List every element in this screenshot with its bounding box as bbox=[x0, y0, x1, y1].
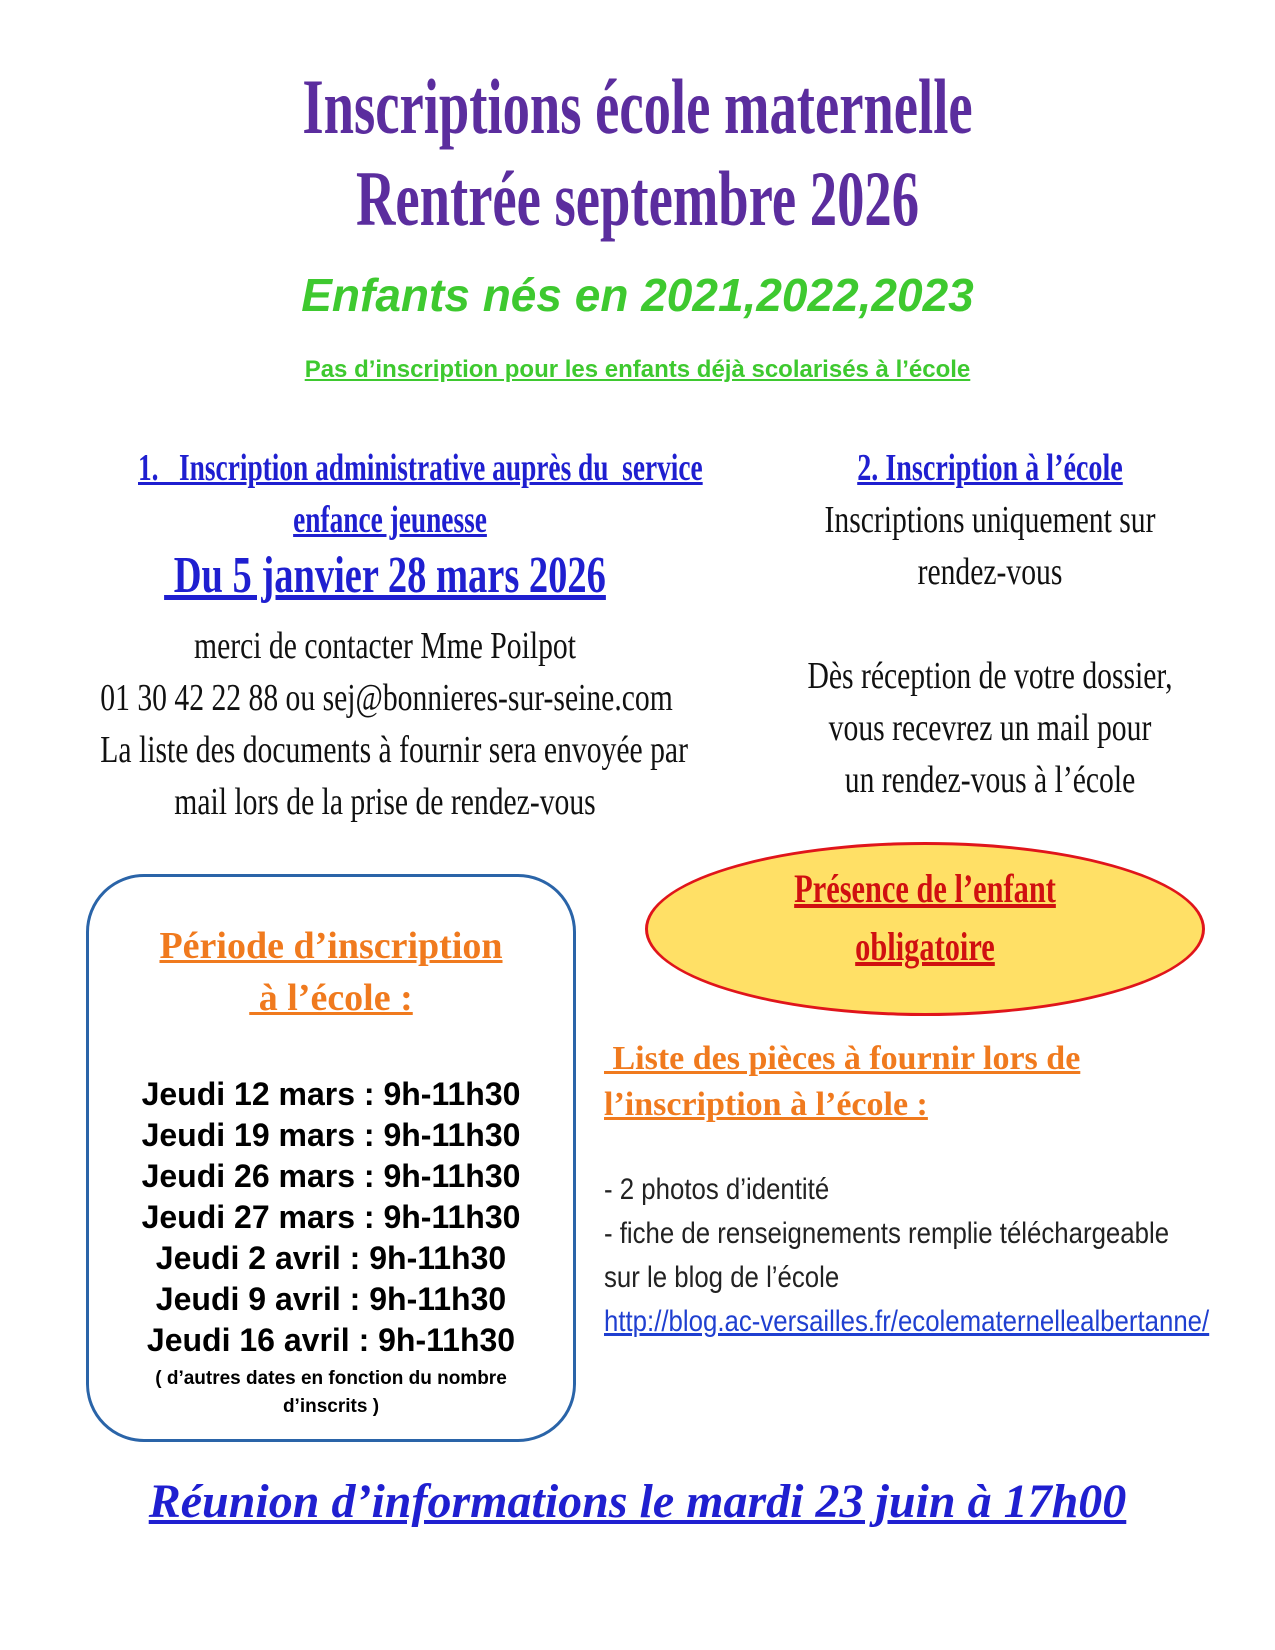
list-item: - fiche de renseignements remplie téléchargeable bbox=[604, 1217, 1170, 1250]
schedule-item: Jeudi 2 avril : 9h-11h30 bbox=[155, 1240, 507, 1276]
schedule-item: Jeudi 9 avril : 9h-11h30 bbox=[155, 1281, 507, 1317]
admin-heading-line-1: 1. Inscription administrative auprès du service bbox=[137, 447, 703, 489]
spacer-line bbox=[779, 598, 1200, 650]
school-registration-heading: 2. Inscription à l’école bbox=[857, 447, 1123, 489]
presence-line-2: obligatoire bbox=[855, 924, 995, 969]
schedule-item: Jeudi 12 mars : 9h-11h30 bbox=[141, 1076, 521, 1112]
title-line-2: Rentrée septembre 2026 bbox=[355, 155, 920, 242]
other-dates-note bbox=[96, 1365, 566, 1421]
list-item: sur le blog de l’école bbox=[604, 1261, 840, 1294]
reception-line-2: vous recevrez un mail pour bbox=[828, 707, 1152, 749]
registration-period-title bbox=[86, 920, 576, 1024]
phone-email-line: 01 30 42 22 88 ou sej@bonnieres-sur-seine.com bbox=[100, 677, 673, 719]
other-dates-note-line-2: d’inscrits ) bbox=[282, 1396, 380, 1417]
appointment-line-2: rendez-vous bbox=[917, 551, 1063, 593]
documents-title-line-2: l’inscription à l’école : bbox=[604, 1086, 928, 1123]
schedule-item: Jeudi 16 avril : 9h-11h30 bbox=[146, 1322, 516, 1358]
presence-notice bbox=[712, 860, 1138, 976]
information-meeting: Réunion d’informations le mardi 23 juin à 17h00 bbox=[148, 1475, 1127, 1528]
admin-registration-heading bbox=[137, 442, 703, 546]
admin-heading-line-2: enfance jeunesse bbox=[293, 499, 487, 541]
reception-line-1: Dès réception de votre dossier, bbox=[807, 655, 1173, 697]
appointment-line-1: Inscriptions uniquement sur bbox=[824, 499, 1156, 541]
period-title-line-1: Période d’inscription bbox=[159, 925, 503, 967]
other-dates-note-line-1: ( d’autres dates en fonction du nombre bbox=[155, 1368, 507, 1389]
subtitle-birth-years: Enfants nés en 2021,2022,2023 bbox=[301, 269, 974, 321]
list-item: - 2 photos d’identité bbox=[604, 1173, 830, 1206]
schedule-item: Jeudi 27 mars : 9h-11h30 bbox=[141, 1199, 521, 1235]
documents-line-2: mail lors de la prise de rendez-vous bbox=[174, 781, 596, 823]
documents-title-line-1: Liste des pièces à fournir lors de bbox=[604, 1040, 1081, 1077]
schedule-list bbox=[86, 1074, 576, 1361]
documents-line-1: La liste des documents à fournir sera envoyée par bbox=[100, 729, 688, 771]
school-registration-details bbox=[779, 494, 1200, 806]
schedule-item: Jeudi 26 mars : 9h-11h30 bbox=[141, 1158, 521, 1194]
school-blog-link[interactable]: http://blog.ac-versailles.fr/ecolematernellealbertanne/ bbox=[604, 1305, 1210, 1338]
title-line-1: Inscriptions école maternelle bbox=[302, 63, 973, 150]
schedule-item: Jeudi 19 mars : 9h-11h30 bbox=[141, 1117, 521, 1153]
documents-list bbox=[604, 1168, 1210, 1344]
contact-line: merci de contacter Mme Poilpot bbox=[194, 625, 576, 667]
admin-registration-details bbox=[100, 620, 688, 828]
documents-title bbox=[604, 1036, 1244, 1128]
admin-registration-dates: Du 5 janvier 28 mars 2026 bbox=[164, 547, 606, 604]
presence-line-1: Présence de l’enfant bbox=[794, 866, 1056, 911]
period-title-line-2: à l’école : bbox=[249, 977, 413, 1019]
note-already-enrolled: Pas d’inscription pour les enfants déjà scolarisés à l’école bbox=[304, 356, 971, 383]
reception-line-3: un rendez-vous à l’école bbox=[844, 759, 1136, 801]
